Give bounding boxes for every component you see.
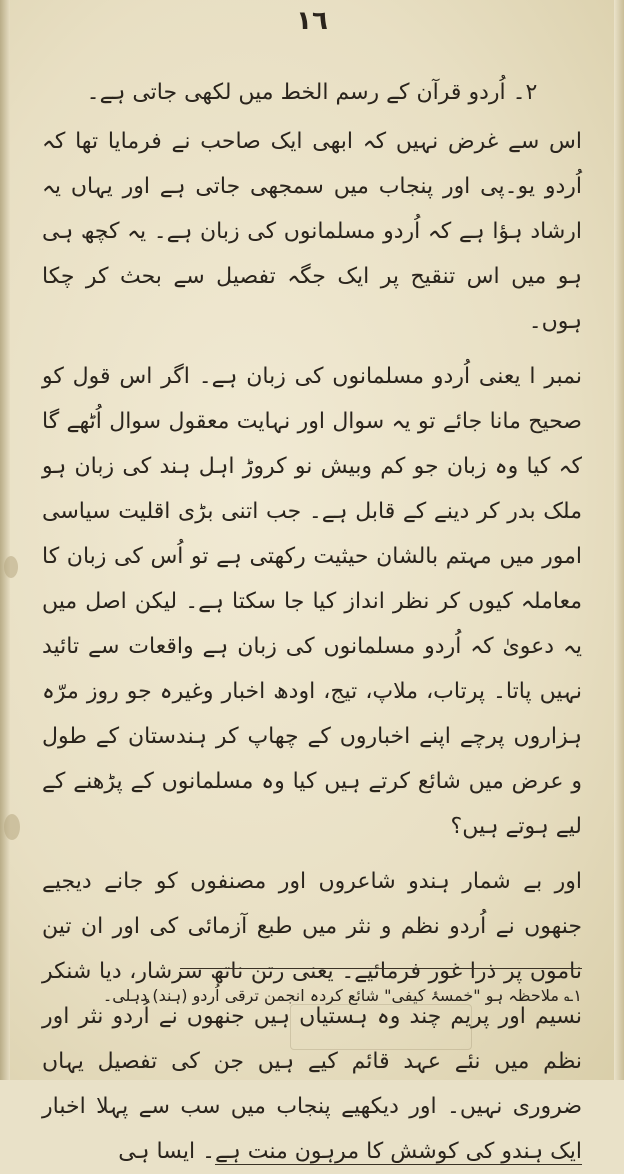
library-stamp [290, 1004, 472, 1050]
page-stain [4, 814, 20, 840]
page-right-edge [614, 0, 624, 1080]
page-number: ١٦ [296, 6, 328, 36]
footnote-divider [180, 968, 582, 969]
underlined-phrase: ایک ہندو کی کوشش کا مرہون منت ہے [214, 1139, 582, 1164]
closing-text: ۔ ایسا ہی [118, 1139, 215, 1164]
page-left-edge [0, 0, 10, 1080]
paragraph: نمبر ا یعنی اُردو مسلمانوں کی زبان ہے۔ اگر اس قول کو صحیح مانا جائے تو یہ سوال اور نہایت معقول سوال اُٹھے گا کہ کیا وہ زبان جو کم وبیش نو کروڑ اہل ہند کی زبان ہو ملک بدر کر دینے کے قابل ہے۔ جب اتنی بڑی اقلیت سیاسی امور میں مہتم بالشان حیثیت رکھتی ہے تو اُس کی زبان کا معاملہ کیوں کر نظر انداز کیا جا سکتا ہے۔ لیکن اصل میں یہ دعویٰ کہ اُردو مسلمانوں کی زبان ہے واقعات سے تائید نہیں پاتا۔ پرتاب، ملاپ، تیج، اودھ اخبار وغیرہ جو روز مرّہ ہزاروں پرچے اپنے اخباروں کے چھاپ کر ہندستان کے طول و عرض میں شائع کرتے ہیں کیا وہ مسلمانوں کے پڑھنے کے لیے ہوتے ہیں؟ [42, 364, 582, 839]
paragraph: اس سے غرض نہیں کہ ابھی ایک صاحب نے فرمایا تھا کہ اُردو یو۔پی اور پنجاب میں سمجھی جاتی ہے اور یہاں یہ ارشاد ہؤا ہے کہ اُردو مسلمانوں کی زبان ہے۔ یہ کچھ ہی ہو میں اس تنقیح پر ایک جگہ تفصیل سے بحث کر چکا ہوں۔ [42, 129, 582, 334]
paragraph-text: اور بے شمار ہندو شاعروں اور مصنفوں کو جانے دیجیے جنھوں نے اُردو نظم و نثر میں طبع آزمائی کی اور ان تین ناموں پر ذرا غور فرمائیے۔ یعنی رتن ناتھ سرشار، دیا شنکر نسیم اور پریم چند وہ ہستیاں ہیں جنھوں نے اُردو نثر اور نظم میں نئے عہد قائم کیے ہیں جن کی تفصیل یہاں ضروری نہیں۔ اور دیکھیے پنجاب میں سب سے پہلا اخبار [42, 869, 582, 1119]
section-heading: ۲۔ اُردو قرآن کے رسم الخط میں لکھی جاتی ہے۔ [86, 80, 538, 105]
footnote: ۱؎ ملاحظہ ہو "خمسۂ کیفی" شائع کردہ انجمن ترقی اُردو (ہند) دہلی۔ [102, 986, 582, 1005]
page-stain [4, 556, 18, 578]
